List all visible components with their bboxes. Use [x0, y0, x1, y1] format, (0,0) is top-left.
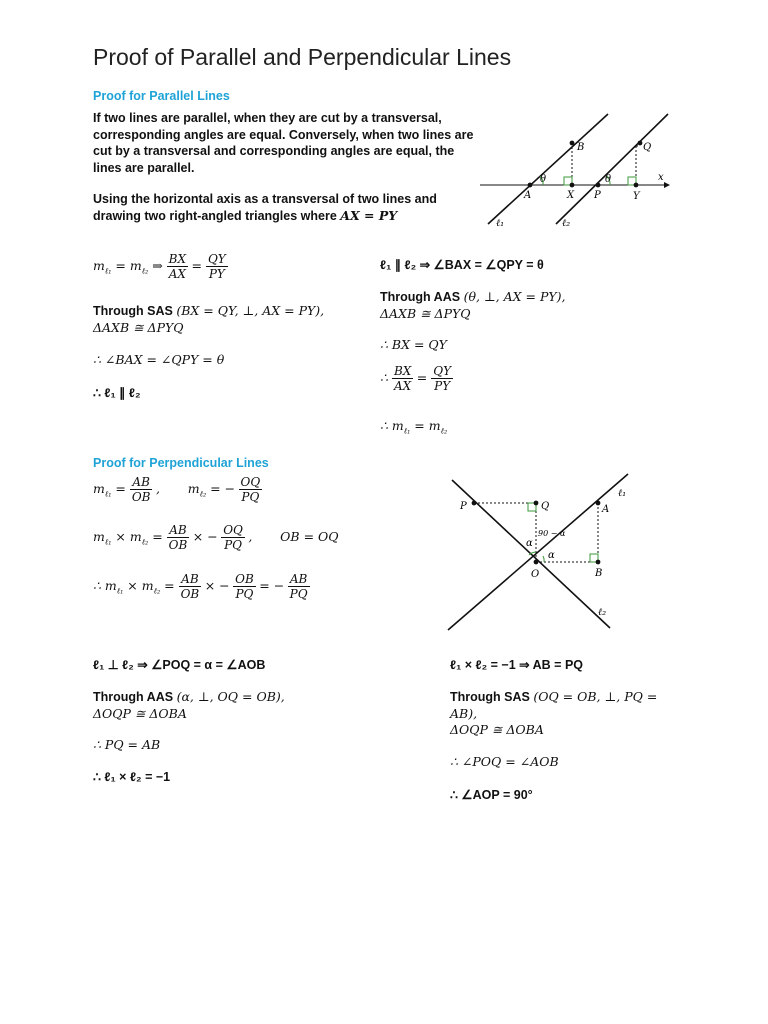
parallel-right-eq1: ℓ₁ ∥ ℓ₂ ⇒ ∠BAX = ∠QPY = θ	[380, 258, 544, 272]
label-A: A	[602, 504, 610, 515]
parallel-right-therefore3: ∴ $m_{\ell_1} = m_{\ell_2}$	[380, 418, 448, 436]
ob-eq-oq: OB = OQ	[280, 528, 339, 544]
parallel-right-therefore1: ∴ BX = QY	[380, 337, 447, 352]
perp-right-congruent: ΔOQP ≅ ΔOBA	[450, 722, 544, 737]
perp-eq1: $m_{\ell_1}$ = $\frac{AB}{OB}$ , $m_{\ell_2}$ = − $\frac{OQ}{PQ}$	[93, 475, 261, 504]
parallel-heading: Proof for Parallel Lines	[93, 89, 230, 103]
parallel-using-text	[93, 191, 478, 224]
perp-left-aas: Through AAS (α, ⊥, OQ = OB),	[93, 689, 285, 704]
label-O: O	[531, 569, 540, 580]
label-P: P	[460, 501, 467, 512]
using-prefix: Using the horizontal axis as a transversal of two lines and drawing two right-angled triangles where	[93, 192, 437, 223]
parallel-left-eq1: $m_{\ell_1} = m_{\ell_2}$ ⇒ $\frac{BX}{AX}$ = $\frac{QY}{PY}$	[93, 252, 226, 281]
perp-left-therefore2: ∴ ℓ₁ × ℓ₂ = −1	[93, 770, 171, 784]
parallel-left-therefore2: ∴ ℓ₁ ∥ ℓ₂	[93, 386, 141, 400]
parallel-left-congruent: ΔAXB ≅ ΔPYQ	[93, 320, 184, 335]
label-X: X	[567, 190, 575, 201]
page-title: Proof of Parallel and Perpendicular Lines	[93, 44, 512, 70]
label-l1: ℓ₁	[496, 218, 505, 229]
perp-eq3: ∴ $m_{\ell_1} \times m_{\ell_2}$ = $\frac{AB}{OB}$ × − $\frac{OB}{PQ}$ = − $\frac{AB}{PQ}$	[93, 572, 308, 601]
label-l2: ℓ₂	[598, 607, 607, 618]
parallel-left-therefore1: ∴ ∠BAX = ∠QPY = θ	[93, 352, 225, 367]
frac-bx-ax-2: $\frac{BX}{AX}$	[393, 364, 412, 393]
perp-right-sas: Through SAS (OQ = OB, ⊥, PQ =	[450, 689, 658, 704]
label-alpha-2: α	[548, 550, 555, 561]
frac-qy-py: $\frac{QY}{PY}$	[207, 252, 226, 281]
perp-right-therefore1: ∴ ∠POQ = ∠AOB	[450, 754, 559, 769]
parallel-lines-diagram	[478, 112, 678, 236]
parallel-intro: If two lines are parallel, when they are cut by a transversal, corresponding angles are equal. Conversely, when two lines are cut by a transversal and corresponding angles are equal, the lines are parallel.	[93, 111, 474, 175]
label-P: P	[594, 190, 601, 201]
label-Y: Y	[633, 191, 640, 202]
label-Q: Q	[541, 501, 550, 512]
label-theta-1: θ	[540, 174, 547, 185]
label-l2: ℓ₂	[562, 218, 571, 229]
perp-left-eq1: ℓ₁ ⊥ ℓ₂ ⇒ ∠POQ = α = ∠AOB	[93, 658, 266, 672]
perp-right-eq1: ℓ₁ × ℓ₂ = −1 ⇒ AB = PQ	[450, 658, 584, 672]
label-theta-2: θ	[605, 174, 612, 185]
frac-qy-py-2: $\frac{QY}{PY}$	[433, 364, 452, 393]
using-math: AX = PY	[340, 207, 398, 223]
parallel-right-therefore2: ∴ $\frac{BX}{AX}$ = $\frac{QY}{PY}$	[380, 364, 452, 393]
perp-right-sas-cont: AB),	[450, 706, 478, 721]
perp-heading: Proof for Perpendicular Lines	[93, 456, 269, 470]
label-x: x	[658, 172, 664, 183]
label-A: A	[524, 190, 532, 201]
perp-left-congruent: ΔOQP ≅ ΔOBA	[93, 706, 187, 721]
parallel-right-congruent: ΔAXB ≅ ΔPYQ	[380, 306, 471, 321]
label-l1: ℓ₁	[618, 488, 627, 499]
label-B: B	[577, 142, 585, 153]
label-Q: Q	[643, 142, 652, 153]
perpendicular-lines-diagram	[440, 472, 650, 632]
frac-bx-ax: $\frac{BX}{AX}$	[168, 252, 187, 281]
label-ninety-minus-alpha: 90 − α	[538, 529, 566, 538]
parallel-left-sas: Through SAS (BX = QY, ⊥, AX = PY),	[93, 303, 325, 318]
parallel-right-aas: Through AAS (θ, ⊥, AX = PY),	[380, 289, 566, 304]
perp-left-therefore1: ∴ PQ = AB	[93, 737, 161, 752]
label-B: B	[595, 568, 603, 579]
label-alpha-1: α	[526, 538, 533, 549]
perp-right-therefore2: ∴ ∠AOP = 90°	[450, 788, 533, 802]
perp-eq2: $m_{\ell_1} \times m_{\ell_2}$ = $\frac{AB}{OB}$ × − $\frac{OQ}{PQ}$ , OB = OQ	[93, 523, 339, 552]
